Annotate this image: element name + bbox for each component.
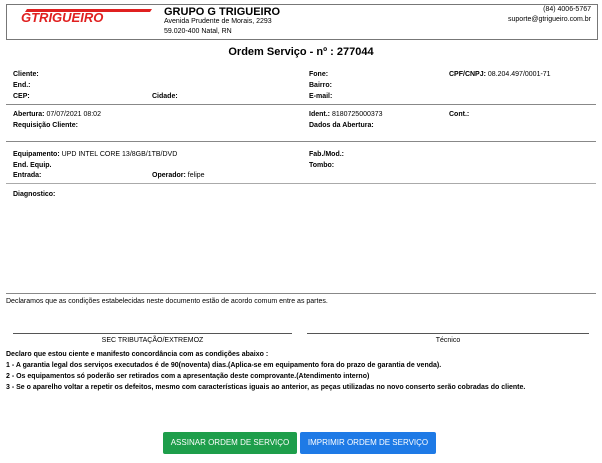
- cliente-label: Cliente:: [13, 71, 39, 78]
- tombo-label: Tombo:: [309, 162, 335, 169]
- divider: [6, 141, 596, 142]
- signature-label-left: SEC TRIBUTAÇÃO/EXTREMOZ: [101, 337, 204, 344]
- term-3: 3 - Se o aparelho voltar a repetir os defeitos, mesmo com características iguais ao anterior, as peças utilizadas no novo conserto serão cobradas do cliente.: [6, 384, 526, 391]
- order-title: Ordem Serviço - nº : 277044: [228, 46, 374, 58]
- divider: [6, 183, 596, 184]
- ident-field: [309, 111, 383, 118]
- email-field: [309, 93, 332, 100]
- end-equip-field: [13, 162, 52, 169]
- company-email: suporte@gtrigueiro.com.br: [508, 16, 591, 23]
- cont-label: Cont.:: [449, 111, 470, 118]
- signature-label-right: Técnico: [435, 337, 461, 344]
- equipamento-field: [13, 151, 177, 158]
- operador-field: [152, 172, 205, 179]
- abertura-label: Abertura:: [13, 111, 45, 118]
- cidade-field: [152, 93, 178, 100]
- end-equip-label: End. Equip.: [13, 162, 52, 169]
- entrada-field: [13, 172, 41, 179]
- operador-label: Operador:: [152, 172, 186, 179]
- cep-label: CEP:: [13, 93, 30, 100]
- logo-text: GTRIGUEIRO: [21, 10, 104, 23]
- abertura-value: 07/07/2021 08:02: [46, 111, 101, 118]
- term-2: 2 - Os equipamentos só poderão ser retirados com a apresentação deste comprovante.(Atendimento interno): [6, 373, 370, 380]
- company-name: GRUPO G TRIGUEIRO: [164, 6, 281, 18]
- cpf-field: [449, 71, 551, 78]
- bairro-field: [309, 82, 332, 89]
- fone-field: [309, 71, 328, 78]
- end-field: [13, 82, 31, 89]
- company-header: [6, 4, 598, 40]
- print-order-button[interactable]: IMPRIMIR ORDEM DE SERVIÇO: [300, 432, 436, 454]
- cidade-label: Cidade:: [152, 93, 178, 100]
- equipamento-value: UPD INTEL CORE 13/8GB/1TB/DVD: [61, 151, 178, 158]
- tombo-field: [309, 162, 334, 169]
- term-1: 1 - A garantia legal dos serviços executados é de 90(noventa) dias.(Aplica-se em equipamento fora do prazo de garantia de venda).: [6, 362, 442, 369]
- cpf-value: 08.204.497/0001-71: [487, 71, 551, 78]
- company-logo: [17, 9, 152, 23]
- email-label: E-mail:: [309, 93, 333, 100]
- abertura-field: [13, 111, 101, 118]
- cep-field: [13, 93, 30, 100]
- company-phone: (84) 4006-5767: [543, 6, 591, 13]
- requisicao-label: Requisição Cliente:: [13, 122, 78, 129]
- agreement-declaration: Declaramos que as condições estabelecidas neste documento estão de acordo comum entre as partes.: [6, 298, 328, 305]
- operador-value: felipe: [187, 172, 205, 179]
- fab-mod-label: Fab./Mod.:: [309, 151, 344, 158]
- bairro-label: Bairro:: [309, 82, 332, 89]
- cpf-label: CPF/CNPJ:: [449, 71, 486, 78]
- signature-line-right: [307, 333, 589, 334]
- end-label: End.:: [13, 82, 31, 89]
- ident-value: 8180725000373: [331, 111, 383, 118]
- signature-line-left: [13, 333, 292, 334]
- diagnostico-field: [13, 191, 55, 198]
- equipamento-label: Equipamento:: [13, 151, 60, 158]
- ident-label: Ident.:: [309, 111, 330, 118]
- dados-abertura-label: Dados da Abertura:: [309, 122, 374, 129]
- entrada-label: Entrada:: [13, 172, 42, 179]
- diagnostico-label: Diagnostico:: [13, 191, 56, 198]
- company-address-line1: Avenida Prudente de Morais, 2293: [164, 18, 272, 25]
- requisicao-field: [13, 122, 78, 129]
- fone-label: Fone:: [309, 71, 329, 78]
- divider: [6, 293, 596, 294]
- terms-intro: Declaro que estou ciente e manifesto concordância com as condições abaixo :: [6, 351, 269, 358]
- cont-field: [449, 111, 469, 118]
- divider: [6, 104, 596, 105]
- sign-order-button[interactable]: ASSINAR ORDEM DE SERVIÇO: [163, 432, 297, 454]
- dados-abertura-field: [309, 122, 374, 129]
- company-address-line2: 59.020-400 Natal, RN: [164, 28, 232, 35]
- cliente-field: [13, 71, 39, 78]
- fab-mod-field: [309, 151, 344, 158]
